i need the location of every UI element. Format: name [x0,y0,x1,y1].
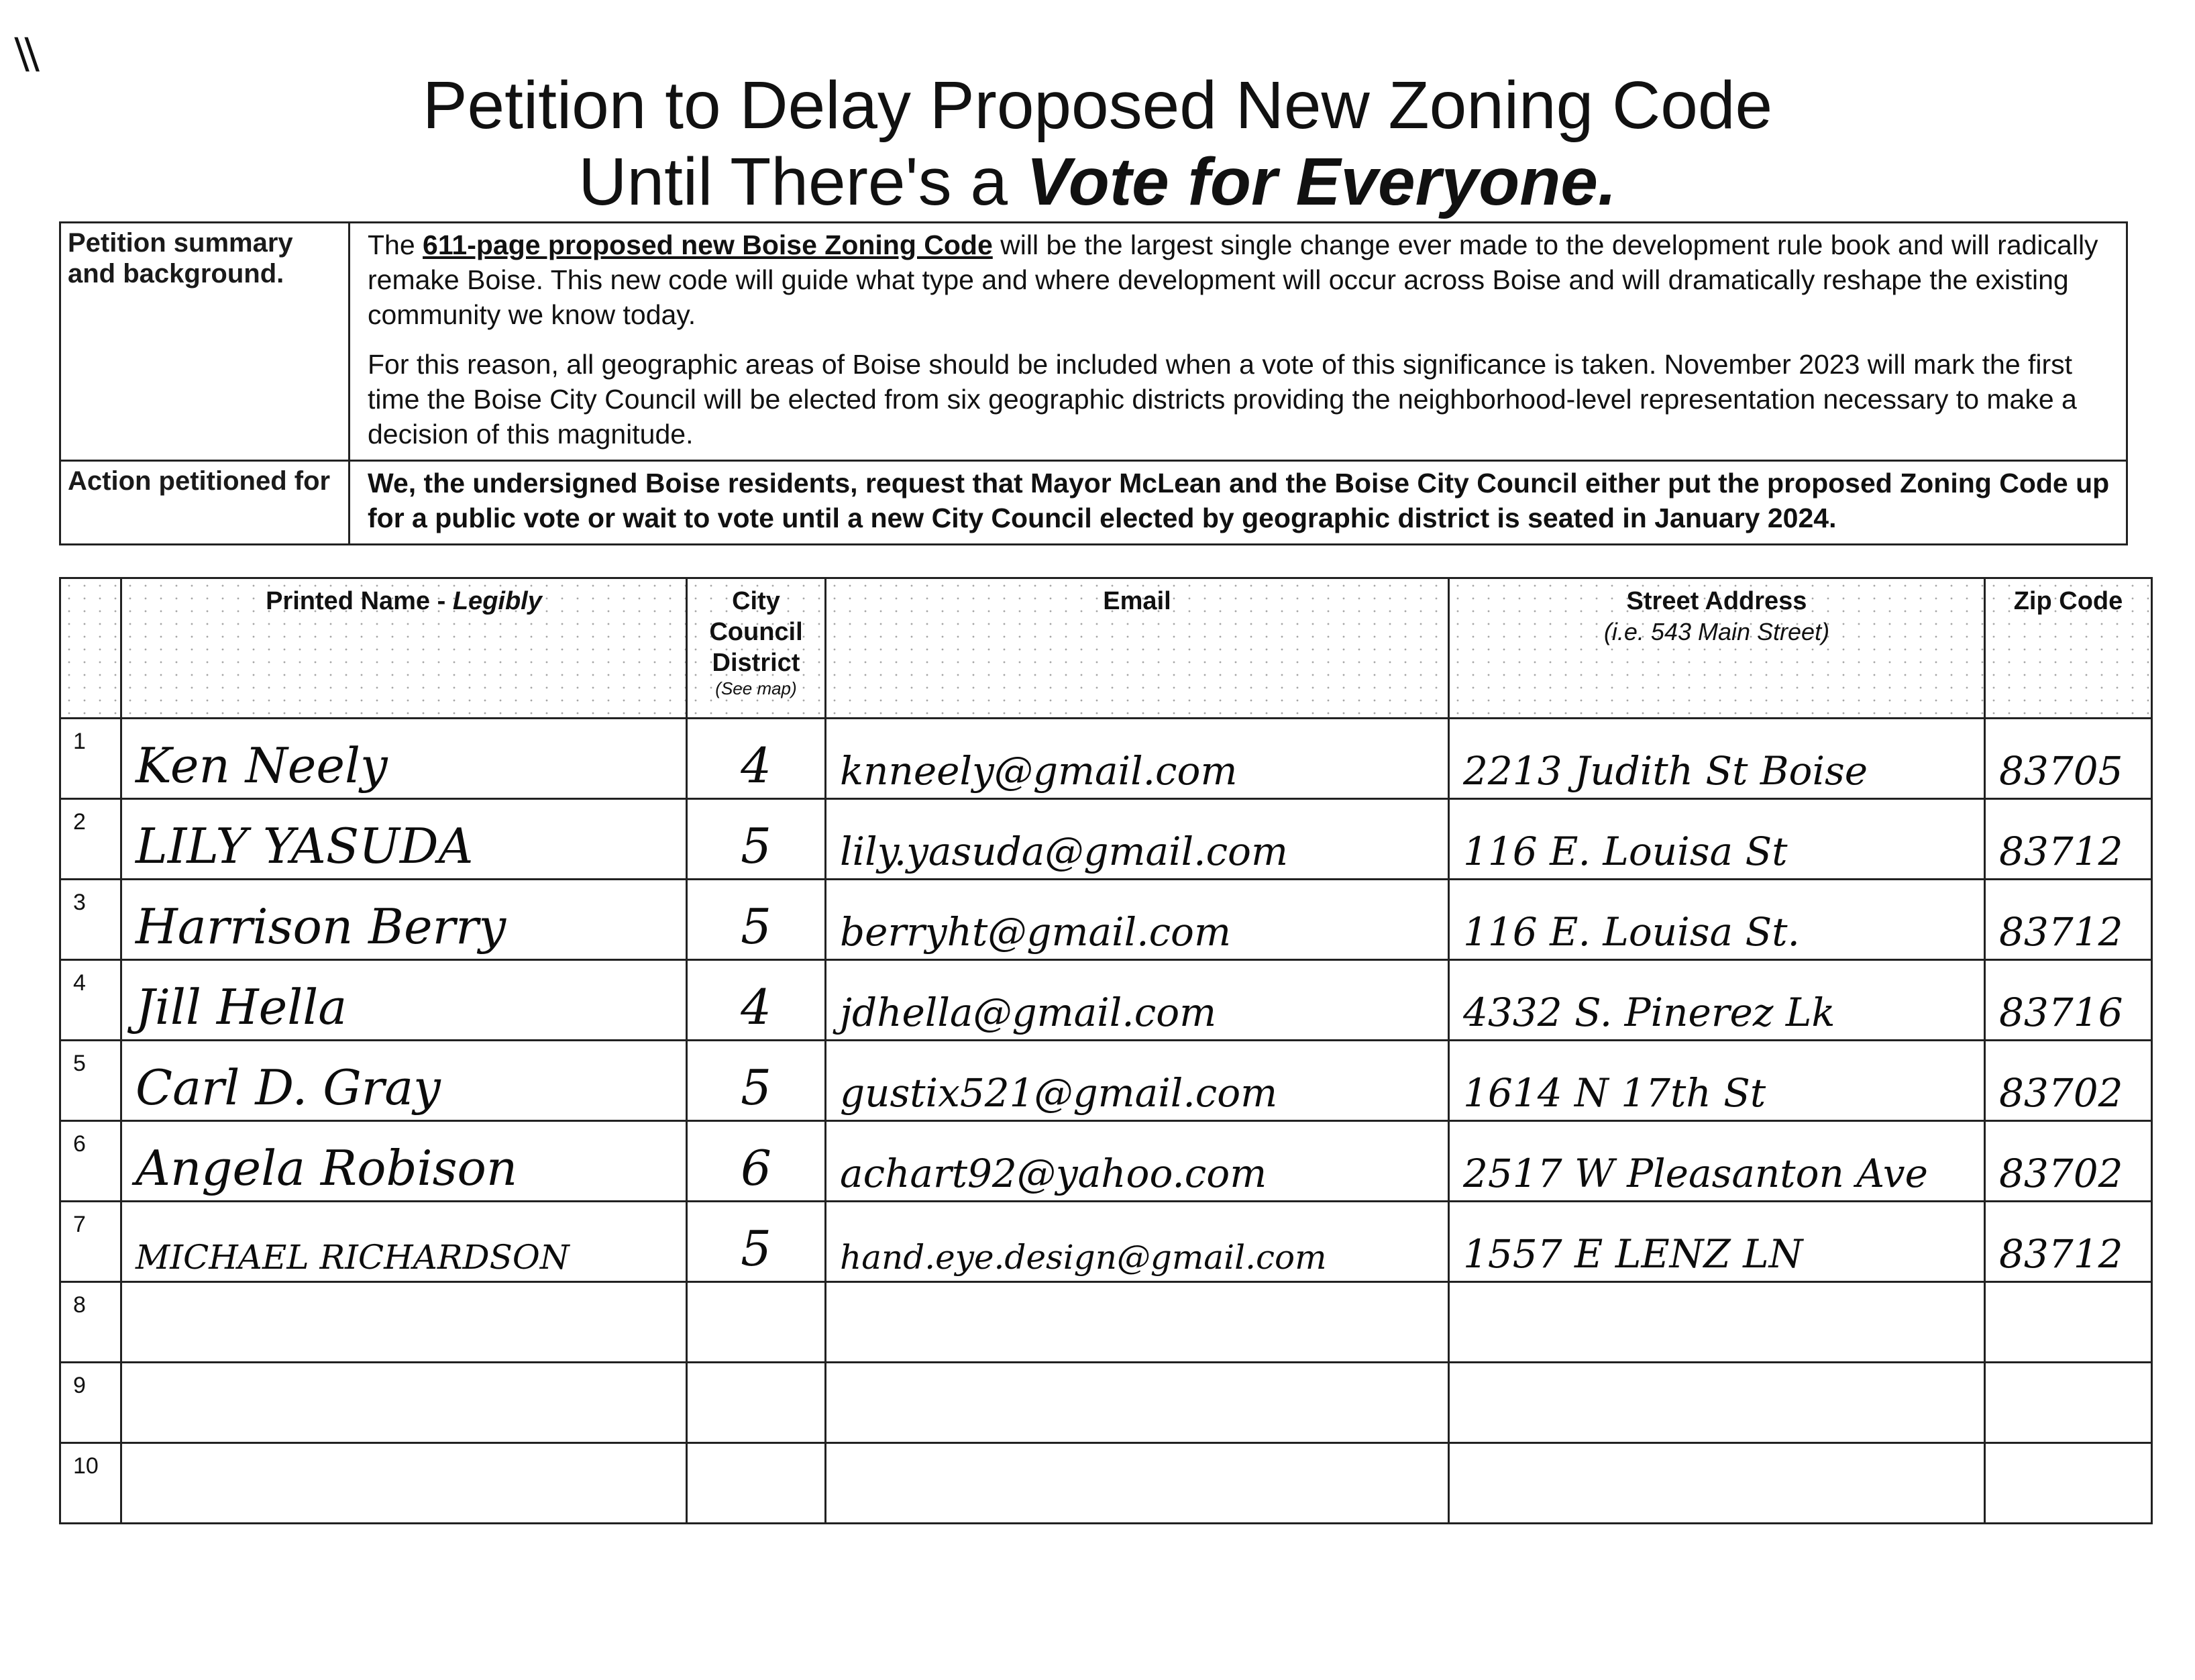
summary-body: will be the largest single change ever made to the development rule book and will radically remake Boise. This new code will guide what type and where development will occur across Boise and will dramatically reshape the existing community we know today. [368,229,2098,330]
signer-zip-cell[interactable] [1985,1121,2152,1202]
signer-address-cell[interactable] [1449,1363,1985,1443]
signer-address-cell[interactable] [1449,799,1985,880]
row-number-cell [60,1041,121,1121]
title-line-2-prefix: Until There's a [578,144,1026,219]
header-address-text: Street Address [1626,587,1807,615]
signature-row [60,1121,2152,1202]
signer-name: MICHAEL RICHARDSON [136,1238,570,1277]
signer-zip-cell[interactable] [1985,1282,2152,1363]
signer-email: berryht@gmail.com [840,909,1231,955]
signer-address: 2213 Judith St Boise [1463,748,1868,794]
signer-address: 1614 N 17th St [1463,1070,1766,1116]
signer-name-cell[interactable] [121,1282,687,1363]
row-number: 1 [73,729,86,754]
row-number: 10 [73,1453,99,1479]
signer-address: 116 E. Louisa St. [1463,909,1800,955]
row-number: 5 [73,1051,86,1076]
signer-name-cell[interactable] [121,1443,687,1524]
signer-name: Angela Robison [136,1140,518,1196]
signature-row [60,799,2152,880]
signer-district: 4 [741,979,771,1035]
signer-district: 5 [741,1220,771,1277]
row-number-cell [60,880,121,960]
signer-name-cell[interactable] [121,1363,687,1443]
signer-district-cell[interactable] [687,1041,826,1121]
signature-row [60,960,2152,1041]
signer-address-cell[interactable] [1449,1121,1985,1202]
title-line-2 [0,144,2195,220]
header-address-note: (i.e. 543 Main Street) [1603,618,1830,645]
signature-row [60,1363,2152,1443]
summary-intro: The [368,229,423,260]
signature-row [60,880,2152,960]
row-number: 3 [73,890,86,915]
row-number: 8 [73,1292,86,1318]
signer-zip-cell[interactable] [1985,880,2152,960]
row-number-cell [60,799,121,880]
row-number-cell [60,1121,121,1202]
action-text: We, the undersigned Boise residents, request that Mayor McLean and the Boise City Council either put the proposed Zoning Code up for a public vote or wait to vote until a new City Council elected by geographic district is seated in January 2024. [350,461,2127,545]
row-number-cell [60,1363,121,1443]
signer-email-cell[interactable] [826,1363,1449,1443]
header-zip-code: Zip Code [1985,578,2152,719]
corner-mark: \\ [15,26,36,83]
signer-district: 5 [741,1059,771,1116]
row-number: 2 [73,809,86,835]
header-name-italic: Legibly [452,587,542,615]
signer-district: 5 [741,818,771,874]
signer-zip: 83712 [1999,909,2123,955]
signer-email-cell[interactable] [826,960,1449,1041]
signer-district: 6 [741,1140,771,1196]
signer-email: lily.yasuda@gmail.com [840,829,1288,874]
header-email: Email [826,578,1449,719]
signature-rows [60,719,2152,1524]
signer-district-cell[interactable] [687,1443,826,1524]
signer-name-cell[interactable] [121,799,687,880]
signature-row [60,1041,2152,1121]
signer-email: hand.eye.design@gmail.com [840,1238,1327,1277]
title-emphasis: Vote for Everyone. [1026,144,1617,219]
header-row-number [60,578,121,719]
signature-row [60,1202,2152,1282]
signer-zip-cell[interactable] [1985,1363,2152,1443]
signer-name: Jill Hella [136,979,347,1035]
header-council-district [687,578,826,719]
signer-address-cell[interactable] [1449,719,1985,799]
signer-zip-cell[interactable] [1985,719,2152,799]
row-number: 9 [73,1373,86,1398]
action-label: Action petitioned for [60,461,350,545]
signer-zip: 83712 [1999,829,2123,874]
signer-address-cell[interactable] [1449,1282,1985,1363]
signer-district-cell[interactable] [687,1363,826,1443]
header-printed-name [121,578,687,719]
signer-address-cell[interactable] [1449,880,1985,960]
signer-district-cell[interactable] [687,719,826,799]
signer-email: knneely@gmail.com [840,748,1238,794]
signer-name-cell[interactable] [121,1121,687,1202]
signer-email: achart92@yahoo.com [840,1151,1267,1196]
signer-zip-cell[interactable] [1985,1041,2152,1121]
row-number: 6 [73,1131,86,1157]
signer-district-cell[interactable] [687,880,826,960]
signature-row [60,1443,2152,1524]
signer-name-cell[interactable] [121,1202,687,1282]
title-line-1: Petition to Delay Proposed New Zoning Code [422,68,1773,143]
signer-email-cell[interactable] [826,799,1449,880]
signer-zip-cell[interactable] [1985,799,2152,880]
row-number-cell [60,1443,121,1524]
signer-district-cell[interactable] [687,799,826,880]
signer-email-cell[interactable] [826,1121,1449,1202]
signer-email-cell[interactable] [826,719,1449,799]
header-district-line-2: Council [709,618,803,646]
signature-row [60,1282,2152,1363]
row-number-cell [60,719,121,799]
summary-box [59,221,2128,545]
summary-text [350,223,2127,461]
signer-name: Carl D. Gray [136,1059,441,1116]
signer-district: 4 [741,737,771,794]
signer-address-cell[interactable] [1449,1041,1985,1121]
summary-row [60,223,2127,461]
signer-name: Harrison Berry [136,898,506,955]
signer-email-cell[interactable] [826,1282,1449,1363]
signer-address: 4332 S. Pinerez Lk [1463,990,1835,1035]
header-district-line-1: City [732,587,780,615]
row-number: 7 [73,1212,86,1237]
signer-address: 2517 W Pleasanton Ave [1463,1151,1928,1196]
header-district-line-3: District [712,649,800,677]
signer-email-cell[interactable] [826,880,1449,960]
row-number-cell [60,960,121,1041]
zoning-code-reference: 611-page proposed new Boise Zoning Code [423,229,993,260]
signer-zip: 83716 [1999,990,2123,1035]
signer-name-cell[interactable] [121,719,687,799]
signer-zip: 83712 [1999,1231,2123,1277]
summary-paragraph-1 [368,227,2117,332]
signer-name: Ken Neely [136,737,388,794]
signer-zip-cell[interactable] [1985,1202,2152,1282]
signer-email: gustix521@gmail.com [840,1070,1278,1116]
signature-header-row [60,578,2152,719]
row-number: 4 [73,970,86,996]
row-number-cell [60,1282,121,1363]
signer-district-cell[interactable] [687,960,826,1041]
signer-district-cell[interactable] [687,1202,826,1282]
header-street-address [1449,578,1985,719]
signer-name-cell[interactable] [121,960,687,1041]
summary-label: Petition summary and background. [60,223,350,461]
signer-address-cell[interactable] [1449,1202,1985,1282]
signer-zip: 83702 [1999,1151,2123,1196]
signer-name-cell[interactable] [121,1041,687,1121]
signer-district-cell[interactable] [687,1121,826,1202]
signer-zip: 83702 [1999,1070,2123,1116]
signer-email-cell[interactable] [826,1202,1449,1282]
signer-name: LILY YASUDA [136,818,474,874]
signature-row [60,719,2152,799]
signer-email: jdhella@gmail.com [840,990,1217,1035]
signer-email-cell[interactable] [826,1041,1449,1121]
header-name-text: Printed Name - [266,587,453,615]
signer-address-cell[interactable] [1449,1443,1985,1524]
signer-name-cell[interactable] [121,880,687,960]
signature-table [59,577,2153,1524]
summary-paragraph-2: For this reason, all geographic areas of Boise should be included when a vote of this significance is taken. November 2023 will mark the first time the Boise City Council will be elected from six geographic districts providing the neighborhood-level representation necessary to make a decision of this magnitude. [368,349,2077,450]
signer-address: 1557 E LENZ LN [1463,1231,1803,1277]
header-district-note: (See map) [715,678,797,698]
signer-email-cell[interactable] [826,1443,1449,1524]
petition-title [0,67,2195,220]
signer-zip-cell[interactable] [1985,960,2152,1041]
action-row [60,461,2127,545]
row-number-cell [60,1202,121,1282]
signer-zip: 83705 [1999,748,2123,794]
signer-district-cell[interactable] [687,1282,826,1363]
signer-address: 116 E. Louisa St [1463,829,1788,874]
signer-address-cell[interactable] [1449,960,1985,1041]
signer-zip-cell[interactable] [1985,1443,2152,1524]
signer-district: 5 [741,898,771,955]
